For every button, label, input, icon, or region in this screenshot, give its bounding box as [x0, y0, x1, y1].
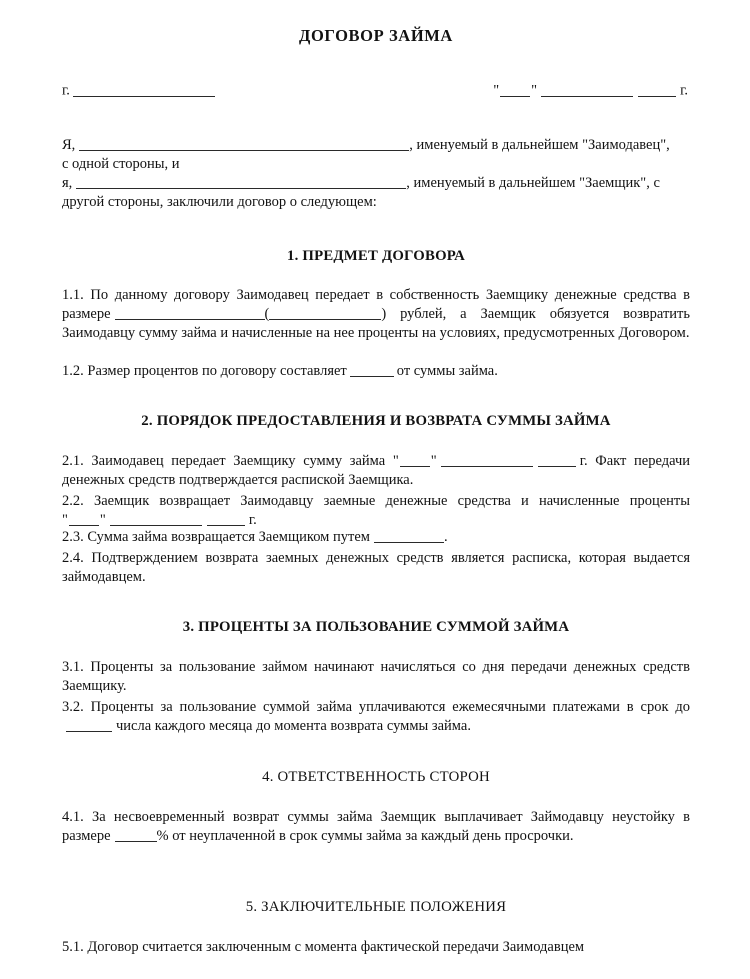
clause-3-2-text-b: числа каждого месяца до момента возврата суммы займа.	[116, 717, 471, 734]
interest-rate-blank[interactable]	[350, 363, 394, 378]
clause-4-1-text-b: % от неуплаченной в срок суммы займа за каждый день просрочки.	[156, 827, 574, 844]
return-quote-open: "	[62, 511, 68, 528]
return-year-blank[interactable]	[207, 512, 245, 527]
clause-1-1-paren-open: (	[264, 305, 270, 322]
clause-3-1	[62, 658, 690, 696]
clause-3-2	[62, 698, 690, 736]
borrower-side-line: другой стороны, заключили договор о следующем:	[62, 193, 377, 210]
return-quote-close: "	[99, 511, 106, 528]
transfer-year-blank[interactable]	[538, 453, 576, 468]
clause-2-2-text-a: 2.2. Заемщик возвращает Заимодавцу заемные денежные средства и начисленные проценты	[62, 493, 690, 509]
loan-amount-words-blank[interactable]	[269, 306, 381, 321]
clause-1-1	[62, 286, 690, 343]
clause-2-1-text-a: 2.1. Заимодавец передает Заемщику сумму займа	[62, 453, 386, 469]
clause-2-2	[62, 492, 690, 530]
section-heading-interest: 3. ПРОЦЕНТЫ ЗА ПОЛЬЗОВАНИЕ СУММОЙ ЗАЙМА	[182, 619, 570, 635]
section-heading-final: 5. ЗАКЛЮЧИТЕЛЬНЫЕ ПОЛОЖЕНИЯ	[245, 899, 507, 915]
return-method-blank[interactable]	[374, 529, 444, 544]
lender-name-blank[interactable]	[79, 137, 409, 152]
city-date-row	[62, 82, 690, 99]
clause-1-2	[62, 362, 690, 381]
clause-2-4	[62, 549, 690, 587]
city-label: г.	[62, 82, 70, 99]
date-field[interactable]	[493, 82, 690, 99]
clause-4-1-text-a: 4.1. За несвоевременный возврат суммы займа Заемщик выплачивает Займодавцу неустойку в размере	[62, 809, 690, 844]
lender-prefix: Я,	[62, 137, 76, 153]
clause-3-2-text-a: 3.2. Проценты за пользование суммой займа уплачиваются ежемесячными платежами в срок до	[62, 699, 690, 715]
clause-1-1-text-a: 1.1. По данному договору Заимодавец передает в собственность Заемщику денежные средства в размере	[62, 287, 690, 322]
loan-amount-digits-blank[interactable]	[115, 306, 265, 321]
clause-1-2-text-a: 1.2. Размер процентов по договору составляет	[62, 363, 347, 379]
clause-1-2-text-b: от суммы займа.	[396, 363, 498, 379]
page-title: ДОГОВОР ЗАЙМА	[299, 26, 453, 45]
borrower-suffix: , именуемый в дальнейшем "Заемщик", с	[406, 174, 660, 191]
date-day-blank[interactable]	[500, 82, 530, 97]
penalty-rate-blank[interactable]	[115, 828, 157, 843]
year-suffix: г.	[680, 82, 688, 99]
clause-5-1-text: 5.1. Договор считается заключенным с момента фактической передачи Заимодавцем	[62, 939, 585, 955]
payment-day-blank[interactable]	[66, 718, 112, 733]
transfer-quote-close: "	[430, 453, 437, 469]
date-quote-close: "	[531, 82, 538, 99]
return-day-blank[interactable]	[69, 512, 99, 527]
clause-2-4-text: 2.4. Подтверждением возврата заемных денежных средств является расписка, которая выдается займодавцем.	[62, 550, 690, 585]
section-heading-subject: 1. ПРЕДМЕТ ДОГОВОРА	[286, 248, 466, 264]
borrower-line	[62, 174, 690, 193]
clause-2-3-text-b: .	[443, 529, 448, 545]
clause-2-1	[62, 452, 690, 490]
clause-2-3-text-a: 2.3. Сумма займа возвращается Заемщиком путем	[62, 529, 370, 545]
return-date-group[interactable]	[62, 512, 249, 528]
section-heading-liability: 4. ОТВЕТСТВЕННОСТЬ СТОРОН	[262, 769, 490, 785]
parties-block	[62, 136, 690, 211]
date-quote-open: "	[493, 82, 500, 99]
transfer-month-blank[interactable]	[441, 453, 533, 468]
section-heading-procedure: 2. ПОРЯДОК ПРЕДОСТАВЛЕНИЯ И ВОЗВРАТА СУММЫ ЗАЙМА	[141, 413, 611, 429]
date-month-blank[interactable]	[541, 82, 633, 97]
clause-2-3	[62, 528, 690, 547]
lender-line	[62, 136, 690, 155]
date-year-blank[interactable]	[638, 82, 676, 97]
clause-2-1-text-b: г. Факт передачи денежных средств подтверждается распиской Заемщика.	[62, 453, 691, 488]
clause-1-1-text-b: ) рублей, а Заемщик обязуется возвратить Заимодавцу сумму займа и начисленные на нее проценты на условиях, предусмотренных Договором.	[62, 305, 690, 341]
clause-4-1	[62, 808, 690, 846]
lender-suffix: , именуемый в дальнейшем "Заимодавец",	[409, 137, 670, 153]
clause-5-1	[62, 938, 690, 957]
transfer-quote-open: "	[392, 453, 399, 469]
lender-side-line: с одной стороны, и	[62, 155, 180, 172]
return-month-blank[interactable]	[110, 512, 202, 527]
borrower-name-blank[interactable]	[76, 174, 406, 189]
transfer-day-blank[interactable]	[400, 453, 430, 468]
clause-3-1-text: 3.1. Проценты за пользование займом начинают начисляться со дня передачи денежных средств Заемщику.	[62, 659, 690, 694]
transfer-date-group[interactable]	[393, 453, 580, 469]
city-field[interactable]	[62, 82, 215, 99]
city-blank[interactable]	[73, 82, 215, 97]
clause-2-2-text-b: г.	[248, 511, 257, 528]
borrower-prefix: я,	[62, 174, 73, 191]
